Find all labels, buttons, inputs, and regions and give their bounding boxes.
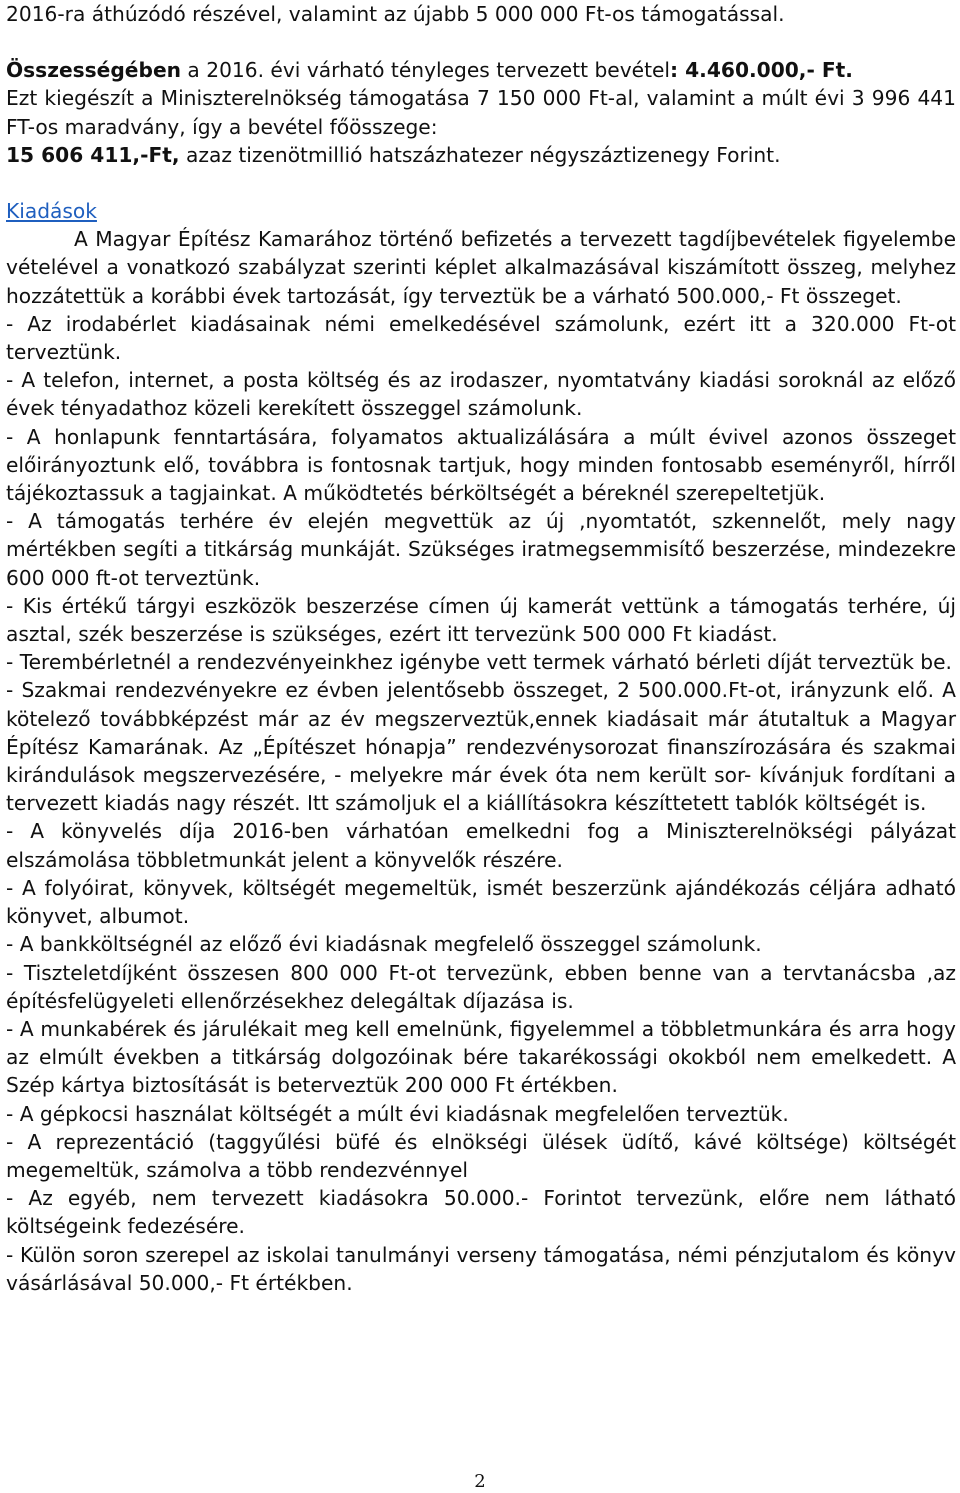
total-mid: a 2016. évi várható tényleges tervezett bevétel bbox=[181, 58, 671, 83]
expense-paragraph: - Külön soron szerepel az iskolai tanulmányi verseny támogatása, némi pénzjutalom és könyv vásárlásával 50.000,- Ft értékben. bbox=[6, 1242, 956, 1295]
expense-paragraph: - A gépkocsi használat költségét a múlt évi kiadásnak megfelelően terveztük. bbox=[6, 1101, 789, 1126]
total-label: Összességében bbox=[6, 58, 182, 83]
grand-total-amount: 15 606 411,-Ft, bbox=[6, 142, 180, 167]
expense-paragraph: - A folyóirat, könyvek, költségét megemeltük, ismét beszerzünk ajándékozás céljára adható könyvet, albumot. bbox=[6, 875, 956, 929]
expense-paragraph: - Kis értékű tárgyi eszközök beszerzése címen új kamerát vettünk a támogatás terhére, új asztal, szék beszerzése is szükséges, ezért itt tervezünk 500 000 Ft kiadást. bbox=[6, 593, 956, 647]
supplement-paragraph: Ezt kiegészít a Miniszterelnökség támogatása 7 150 000 Ft-al, valamint a múlt évi 3 996 441 FT-os maradvány, így a bevétel főösszege: bbox=[6, 86, 956, 139]
expense-paragraph: - A könyvelés díja 2016-ben várhatóan emelkedni fog a Miniszterelnökségi pályázat elszámolása többletmunkát jelent a könyvelők részére. bbox=[6, 819, 956, 872]
expense-paragraph: - A honlapunk fenntartására, folyamatos aktualizálására a múlt évivel azonos összeget előirányoztunk elő, továbbra is fontosnak tartjuk, hogy minden fontosabb eseményről, hírről tájékoztassuk a tagjainkat. A működtetés bérköltségét a béreknél szerepeltetjük. bbox=[6, 424, 956, 506]
total-value: : 4.460.000,- Ft. bbox=[670, 58, 853, 83]
expense-paragraph: - Tiszteletdíjként összesen 800 000 Ft-ot tervezünk, ebben benne van a tervtanácsba ,az építésfelügyeleti ellenőrzésekhez delegáltak díjazása is. bbox=[6, 960, 956, 1013]
expense-paragraph: - A támogatás terhére év elején megvettük az új ,nyomtatót, szkennelőt, mely nagy mértékben segíti a titkárság munkáját. Szükséges iratmegsemmisítő beszerzése, mindezekre 600 000 ft-ot terveztünk. bbox=[6, 509, 956, 590]
section-heading-expenses: Kiadások bbox=[6, 199, 97, 224]
expense-paragraph: - A munkabérek és járulékait meg kell emelnünk, figyelemmel a többletmunkára és arra hogy az elmúlt években a titkárság dolgozóinak bére takarékossági okokból nem emelkedett. A Szép kártya biztosítását is beterveztük 200 000 Ft értékben. bbox=[6, 1016, 956, 1098]
expense-paragraph: - A telefon, internet, a posta költség és az irodaszer, nyomtatvány kiadási soroknál az előző évek tényadathoz közeli kerekített összeggel számolunk. bbox=[6, 368, 956, 421]
blank-line bbox=[6, 28, 956, 56]
expense-paragraph: - A bankköltségnél az előző évi kiadásnak megfelelő összeggel számolunk. bbox=[6, 932, 762, 957]
expense-paragraph: - Az egyéb, nem tervezett kiadásokra 50.000.- Forintot tervezünk, előre nem látható költségeink fedezésére. bbox=[6, 1186, 956, 1239]
grand-total-paragraph bbox=[6, 141, 956, 169]
expense-paragraph: A Magyar Építész Kamarához történő befizetés a tervezett tagdíjbevételek figyelembe vételével a vonatkozó szabályzat szerinti képlet alkalmazásával kiszámított összeg, melyhez hozzátettük a korábbi évek tartozását, így terveztük be a várható 500.000,- Ft összeget. bbox=[6, 227, 956, 308]
document-page bbox=[6, 0, 956, 1297]
intro-line-1: 2016-ra áthúzódó részével, valamint az újabb 5 000 000 Ft-os támogatással. bbox=[6, 2, 785, 26]
total-revenue-paragraph bbox=[6, 56, 956, 84]
expense-paragraph: - Az irodabérlet kiadásainak némi emelkedésével számolunk, ezért itt a 320.000 Ft-ot terveztünk. bbox=[6, 311, 956, 365]
expense-paragraph: - Szakmai rendezvényekre ez évben jelentősebb összeget, 2 500.000.Ft-ot, irányzunk elő. A kötelező továbbképzést már az év megszerveztük,ennek kiadásait már átutaltuk a Magyar Építész Kamarának. Az „Építészet hónapja” rendezvénysorozat finanszírozására és szakmai kirándulások megszervezésére, - melyekre már évek óta nem került sor- kívánjuk fordítani a tervezett kiadás nagy részét. Itt számoljuk el a kiállításokra készíttetett tablók költségét is. bbox=[6, 678, 956, 816]
expense-paragraph: - A reprezentáció (taggyűlési büfé és elnökségi ülések üdítő, kávé költsége) költségét megemeltük, számolva a több rendezvénnyel bbox=[6, 1129, 956, 1182]
expense-paragraph: - Terembérletnél a rendezvényeinkhez igénybe vett termek várható bérleti díját terveztük be. bbox=[6, 650, 952, 675]
blank-line bbox=[6, 169, 956, 197]
page-number: 2 bbox=[474, 1471, 486, 1492]
grand-total-words: azaz tizenötmillió hatszázhatezer négyszáztizenegy Forint. bbox=[179, 142, 781, 167]
